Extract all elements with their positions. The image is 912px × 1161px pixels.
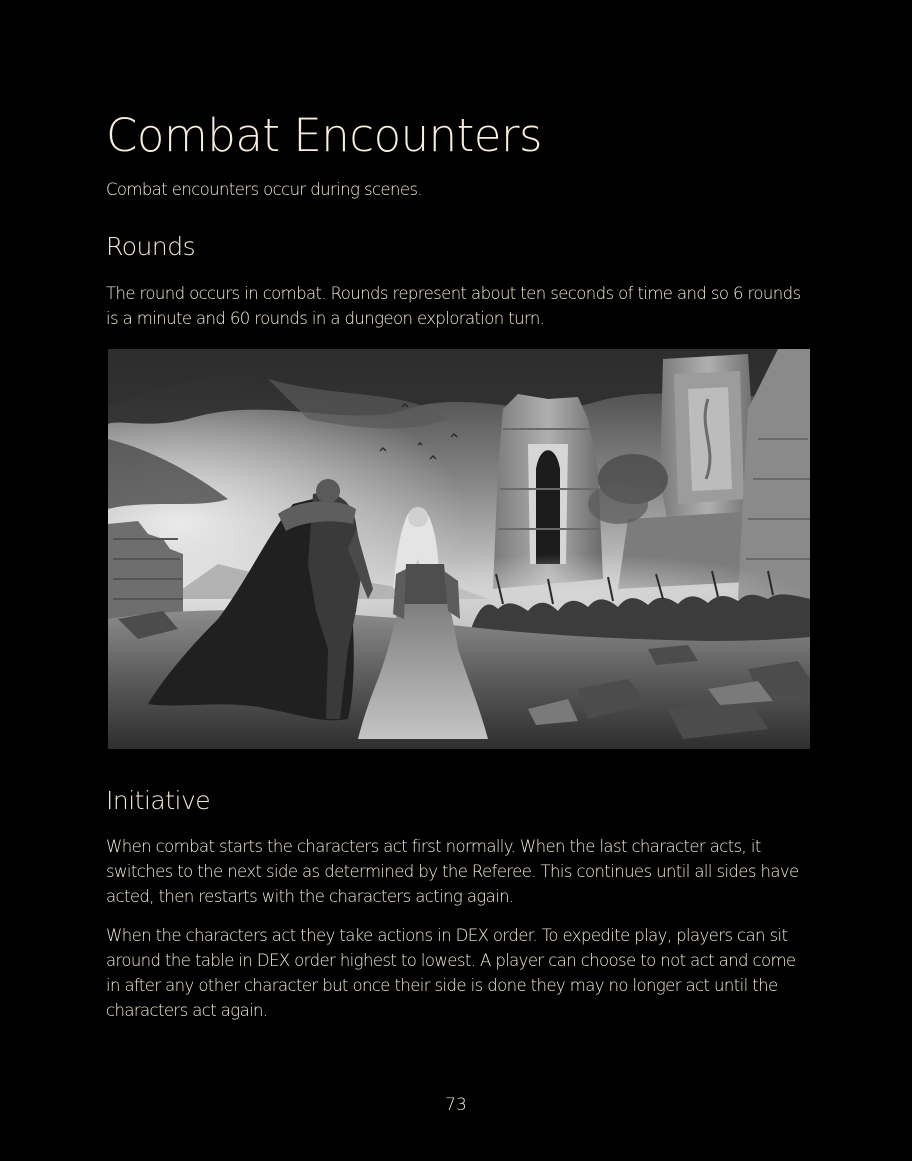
intro-paragraph: Combat encounters occur during scenes. — [106, 180, 423, 199]
page-title: Combat Encounters — [106, 109, 542, 162]
section-heading-rounds: Rounds — [106, 232, 196, 261]
section-heading-initiative: Initiative — [106, 786, 211, 815]
combat-illustration — [108, 349, 810, 749]
initiative-paragraph-1: When combat starts the characters act first normally. When the last character acts, it switches to the next side as determined by the Referee. This continues until all sides have acted, then restarts with the characters acting again. — [106, 837, 799, 906]
illustration-artwork — [108, 349, 810, 749]
page-number: 73 — [445, 1095, 467, 1115]
rounds-paragraph: The round occurs in combat. Rounds represent about ten seconds of time and so 6 rounds is a minute and 60 rounds in a dungeon exploration turn. — [106, 284, 801, 328]
initiative-paragraph-2: When the characters act they take actions in DEX order. To expedite play, players can sit around the table in DEX order highest to lowest. A player can choose to not act and come in after any other character but once their side is done they may no longer act until the characters act again. — [106, 926, 796, 1020]
